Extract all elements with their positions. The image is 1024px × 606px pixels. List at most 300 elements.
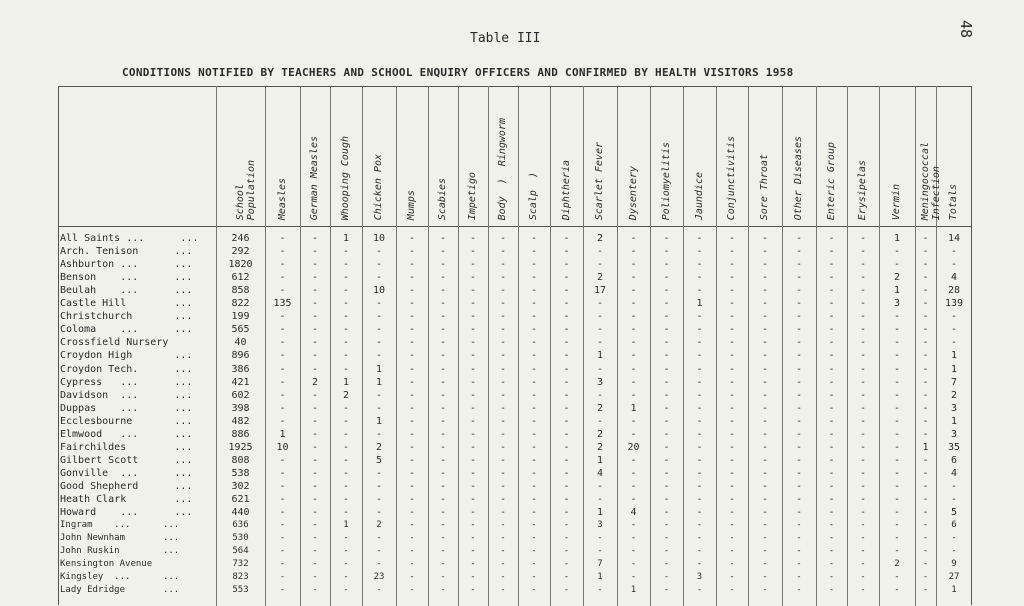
table-cell: - — [663, 363, 670, 375]
table-cell: - — [859, 246, 867, 258]
table-cell: - — [376, 559, 382, 570]
table-cell: - — [439, 376, 447, 388]
table-cell: - — [922, 298, 929, 310]
table-cell: - — [696, 272, 703, 284]
table-cell: 2 — [950, 389, 958, 401]
table-cell: - — [312, 585, 318, 596]
table-cell: - — [922, 559, 929, 570]
table-cell: - — [761, 246, 769, 258]
table-cell: - — [530, 480, 538, 492]
table-cell: - — [563, 233, 570, 244]
table-cell: - — [696, 259, 703, 271]
table-cell: - — [408, 259, 416, 271]
table-cell: - — [859, 337, 867, 349]
table-cell: - — [342, 246, 350, 258]
table-cell: - — [596, 389, 604, 401]
table-cell: - — [409, 559, 415, 570]
table-cell: 292 — [231, 246, 250, 258]
table-cell: - — [311, 507, 319, 519]
table-cell: - — [439, 259, 447, 271]
table-cell: - — [469, 454, 477, 466]
table-row — [58, 298, 972, 309]
table-cell: 440 — [231, 507, 250, 519]
table-cell: - — [630, 285, 637, 297]
table-cell: - — [729, 585, 735, 596]
school-name: Ingram ... ... — [60, 520, 180, 531]
table-cell: - — [893, 337, 901, 349]
table-cell: 1 — [597, 572, 603, 583]
school-name: Benson ... ... — [60, 272, 193, 284]
table-cell: - — [762, 520, 768, 531]
table-cell: - — [499, 480, 507, 492]
table-cell: - — [343, 585, 349, 596]
table-cell: - — [470, 533, 476, 544]
table-cell: - — [762, 546, 768, 557]
school-name: Davidson ... ... — [60, 389, 193, 401]
table-row — [58, 364, 972, 375]
table-cell: - — [439, 350, 447, 362]
table-cell: 17 — [593, 285, 607, 297]
table-cell: - — [828, 428, 835, 440]
table-cell: - — [828, 467, 835, 479]
table-cell: - — [563, 415, 570, 427]
table-cell: - — [499, 272, 507, 284]
table-cell: - — [761, 285, 769, 297]
table-cell: - — [761, 337, 769, 349]
table-cell: - — [408, 389, 416, 401]
table-cell: - — [762, 559, 768, 570]
column-header — [396, 86, 428, 226]
table-cell: - — [563, 520, 570, 531]
table-cell: 1 — [696, 298, 703, 310]
table-cell: - — [440, 533, 446, 544]
table-cell: - — [499, 285, 507, 297]
table-cell: - — [470, 546, 476, 557]
table-cell: - — [312, 572, 318, 583]
table-cell: - — [922, 337, 929, 349]
table-cell: - — [828, 324, 835, 336]
table-cell: - — [408, 454, 416, 466]
table-cell: - — [663, 285, 670, 297]
table-cell: - — [439, 441, 447, 453]
school-name: Cypress ... ... — [60, 376, 193, 388]
table-cell: - — [828, 285, 835, 297]
table-cell: 246 — [231, 233, 250, 244]
table-row — [58, 585, 972, 596]
table-cell: - — [893, 467, 901, 479]
table-row — [58, 481, 972, 492]
table-cell: - — [795, 259, 803, 271]
table-cell: - — [696, 389, 703, 401]
table-cell: 6 — [951, 520, 957, 531]
table-cell: 1 — [375, 363, 383, 375]
table-cell: - — [469, 507, 477, 519]
table-cell: - — [470, 572, 476, 583]
table-cell: - — [663, 441, 670, 453]
table-cell: - — [795, 233, 803, 244]
school-name: Elmwood ... ... — [60, 428, 193, 440]
table-cell: - — [408, 285, 416, 297]
table-cell: - — [761, 311, 769, 323]
table-cell: 1 — [342, 233, 350, 244]
table-cell: - — [859, 494, 867, 505]
table-cell: - — [311, 467, 319, 479]
table-cell: - — [696, 441, 703, 453]
table-cell: - — [922, 415, 929, 427]
table-cell: - — [596, 246, 604, 258]
table-cell: - — [859, 441, 867, 453]
table-cell: 636 — [232, 520, 249, 531]
table-cell: - — [922, 533, 929, 544]
table-cell: - — [922, 507, 929, 519]
table-cell: - — [696, 520, 703, 531]
column-header — [362, 86, 396, 226]
table-cell: - — [795, 480, 803, 492]
table-cell: - — [696, 507, 703, 519]
column-header — [550, 86, 583, 226]
table-cell: - — [696, 350, 703, 362]
table-cell: - — [859, 507, 867, 519]
table-cell: - — [342, 454, 350, 466]
table-cell: - — [439, 494, 447, 505]
table-cell: - — [342, 480, 350, 492]
table-cell: - — [922, 467, 929, 479]
table-cell: - — [696, 415, 703, 427]
table-cell: - — [728, 376, 736, 388]
table-cell: 1 — [596, 454, 604, 466]
table-cell: - — [761, 233, 769, 244]
table-row — [58, 494, 972, 505]
table-cell: - — [563, 533, 570, 544]
table-cell: - — [795, 324, 803, 336]
table-cell: - — [311, 298, 319, 310]
table-cell: - — [563, 285, 570, 297]
table-cell: - — [761, 376, 769, 388]
table-cell: - — [828, 480, 835, 492]
table-cell: - — [828, 246, 835, 258]
school-name: John Ruskin ... — [60, 546, 180, 557]
table-cell: - — [859, 376, 867, 388]
table-cell: - — [762, 572, 768, 583]
table-cell: - — [893, 402, 901, 414]
column-header — [847, 86, 879, 226]
table-heading: CONDITIONS NOTIFIED BY TEACHERS AND SCHOOL ENQUIRY OFFICERS AND CONFIRMED BY HEALTH VISITORS 1958 — [122, 66, 794, 79]
table-cell: - — [795, 467, 803, 479]
table-cell: - — [375, 480, 383, 492]
table-cell: - — [696, 376, 703, 388]
table-cell: - — [922, 285, 929, 297]
table-cell: - — [828, 533, 835, 544]
table-cell: - — [696, 363, 703, 375]
column-header — [518, 86, 550, 226]
table-cell: - — [530, 415, 538, 427]
table-cell: - — [499, 246, 507, 258]
table-cell: - — [279, 454, 286, 466]
table-cell: - — [597, 533, 603, 544]
table-cell: - — [279, 494, 286, 505]
table-cell: - — [408, 246, 416, 258]
column-header-label: Poliomyelitis — [660, 141, 672, 220]
table-cell: 4 — [950, 467, 958, 479]
table-cell: 1 — [950, 350, 958, 362]
table-cell: - — [922, 324, 929, 336]
table-cell: 3 — [596, 376, 604, 388]
table-cell: - — [795, 350, 803, 362]
table-cell: 5 — [950, 507, 958, 519]
table-cell: - — [630, 350, 637, 362]
table-cell: - — [696, 285, 703, 297]
table-cell: - — [663, 454, 670, 466]
column-header-label: Mumps — [406, 189, 417, 220]
table-cell: - — [728, 494, 736, 505]
table-cell: - — [893, 363, 901, 375]
table-cell: - — [279, 467, 286, 479]
table-cell: - — [408, 467, 416, 479]
table-cell: 3 — [893, 298, 901, 310]
table-cell: - — [663, 507, 670, 519]
table-cell: - — [796, 533, 802, 544]
table-cell: - — [894, 572, 900, 583]
table-cell: - — [828, 585, 835, 596]
table-cell: 135 — [273, 298, 292, 310]
table-cell: - — [530, 376, 538, 388]
school-name: Croydon High ... — [60, 350, 193, 362]
table-cell: - — [342, 272, 350, 284]
table-cell: - — [469, 467, 477, 479]
table-cell: 7 — [950, 376, 958, 388]
column-header-label: Diphtheria — [560, 159, 572, 220]
table-cell: 1 — [630, 585, 637, 596]
table-cell: - — [728, 467, 736, 479]
table-cell: - — [439, 298, 447, 310]
school-name: Castle Hill ... — [60, 298, 193, 310]
column-header — [300, 86, 330, 226]
table-cell: - — [408, 415, 416, 427]
column-header — [748, 86, 782, 226]
table-cell: - — [728, 246, 736, 258]
table-cell: - — [375, 467, 383, 479]
table-cell: - — [828, 311, 835, 323]
table-cell: - — [311, 454, 319, 466]
table-cell: - — [630, 298, 637, 310]
table-cell: - — [663, 415, 670, 427]
table-cell: - — [729, 533, 735, 544]
table-cell: - — [893, 376, 901, 388]
column-header-label: Other Diseases — [793, 135, 804, 220]
table-cell: - — [408, 402, 416, 414]
table-cell: - — [531, 585, 537, 596]
table-cell: - — [499, 350, 507, 362]
table-cell: - — [729, 546, 735, 557]
table-cell: - — [630, 467, 637, 479]
table-cell: - — [696, 324, 703, 336]
table-cell: 1 — [893, 233, 901, 244]
table-cell: - — [469, 311, 477, 323]
table-cell: - — [922, 233, 929, 244]
table-cell: - — [563, 480, 570, 492]
table-cell: - — [563, 559, 570, 570]
table-cell: - — [563, 585, 570, 596]
table-cell: - — [408, 376, 416, 388]
table-cell: - — [761, 415, 769, 427]
table-cell: - — [342, 467, 350, 479]
table-cell: - — [630, 259, 637, 271]
table-cell: 2 — [596, 272, 604, 284]
table-row — [58, 559, 972, 570]
table-cell: - — [859, 233, 867, 244]
table-cell: - — [761, 467, 769, 479]
table-cell: - — [728, 441, 736, 453]
table-cell: - — [530, 233, 538, 244]
table-cell: - — [469, 246, 477, 258]
table-cell: - — [375, 246, 383, 258]
table-cell: - — [439, 454, 447, 466]
table-cell: - — [859, 350, 867, 362]
table-cell: - — [469, 376, 477, 388]
table-cell: - — [408, 311, 416, 323]
table-cell: - — [630, 494, 637, 505]
table-cell: - — [894, 585, 900, 596]
table-cell: - — [761, 272, 769, 284]
table-cell: - — [630, 454, 637, 466]
table-cell: - — [530, 454, 538, 466]
table-cell: - — [469, 233, 477, 244]
table-cell: - — [630, 311, 637, 323]
table-cell: - — [409, 585, 415, 596]
table-cell: - — [375, 494, 383, 505]
table-cell: 1 — [375, 376, 383, 388]
table-cell: - — [342, 415, 350, 427]
table-cell: - — [663, 376, 670, 388]
table-cell: - — [530, 467, 538, 479]
table-cell: - — [828, 415, 835, 427]
table-cell: - — [663, 337, 670, 349]
table-row — [58, 416, 972, 427]
column-header-label: School Population — [234, 159, 257, 220]
table-cell: - — [922, 376, 929, 388]
table-cell: - — [630, 572, 637, 583]
table-cell: - — [728, 389, 736, 401]
table-cell: - — [630, 389, 637, 401]
table-cell: - — [279, 533, 286, 544]
table-cell: - — [761, 259, 769, 271]
table-cell: - — [499, 402, 507, 414]
table-cell: 10 — [276, 441, 289, 453]
table-cell: 27 — [948, 572, 960, 583]
column-header — [879, 86, 915, 226]
table-cell: - — [893, 259, 901, 271]
table-cell: - — [531, 533, 537, 544]
table-cell: - — [469, 415, 477, 427]
table-cell: - — [408, 507, 416, 519]
table-cell: 35 — [947, 441, 961, 453]
table-cell: - — [922, 259, 929, 271]
table-cell: - — [761, 507, 769, 519]
table-cell: - — [469, 480, 477, 492]
table-cell: - — [728, 337, 736, 349]
table-cell: - — [795, 337, 803, 349]
table-cell: - — [279, 376, 286, 388]
table-cell: - — [761, 454, 769, 466]
table-cell: - — [279, 311, 286, 323]
table-cell: - — [894, 520, 900, 531]
column-header-label: Scalp ) — [528, 171, 539, 220]
table-cell: - — [439, 389, 447, 401]
column-header-label: Erysipelas — [857, 159, 868, 220]
column-header — [936, 86, 972, 226]
table-cell: - — [342, 402, 350, 414]
table-cell: 1 — [951, 585, 957, 596]
table-cell: - — [531, 572, 537, 583]
table-cell: 40 — [234, 337, 247, 349]
table-cell: - — [409, 546, 415, 557]
table-cell: - — [729, 559, 735, 570]
table-cell: 1 — [343, 520, 349, 531]
table-cell: 1 — [596, 350, 604, 362]
header-divider — [58, 226, 972, 227]
table-cell: - — [828, 441, 835, 453]
table-cell: - — [342, 337, 350, 349]
column-header — [458, 86, 488, 226]
table-cell: - — [859, 324, 867, 336]
table-cell: - — [530, 324, 538, 336]
table-cell: - — [279, 559, 286, 570]
school-name: Howard ... ... — [60, 507, 193, 519]
table-cell: - — [663, 467, 670, 479]
table-cell: - — [761, 441, 769, 453]
table-cell: - — [696, 311, 703, 323]
table-cell: - — [470, 520, 476, 531]
table-cell: - — [409, 533, 415, 544]
table-cell: - — [439, 324, 447, 336]
table-cell: 139 — [944, 298, 964, 310]
table-cell: - — [828, 363, 835, 375]
table-cell: - — [563, 298, 570, 310]
column-header-label: Sore Throat — [759, 153, 770, 220]
table-cell: - — [469, 259, 477, 271]
table-cell: - — [696, 546, 703, 557]
table-cell: - — [696, 233, 703, 244]
table-cell: - — [828, 454, 835, 466]
table-cell: - — [761, 298, 769, 310]
table-cell: 564 — [232, 546, 249, 557]
table-cell: - — [499, 311, 507, 323]
table-cell: - — [499, 363, 507, 375]
table-cell: - — [663, 533, 670, 544]
table-cell: - — [796, 559, 802, 570]
table-cell: 1 — [279, 428, 286, 440]
table-cell: - — [439, 467, 447, 479]
table-cell: 732 — [232, 559, 249, 570]
table-cell: - — [922, 572, 929, 583]
table-cell: - — [469, 350, 477, 362]
table-cell: - — [563, 507, 570, 519]
table-cell: 10 — [372, 233, 386, 244]
table-cell: 1 — [375, 415, 383, 427]
table-cell: - — [795, 454, 803, 466]
table-cell: - — [859, 272, 867, 284]
table-cell: - — [859, 467, 867, 479]
table-cell: - — [696, 467, 703, 479]
table-cell: - — [795, 415, 803, 427]
table-cell: - — [893, 494, 901, 505]
table-cell: - — [663, 233, 670, 244]
table-label: Table III — [470, 31, 541, 46]
table-cell: 538 — [231, 467, 250, 479]
school-name: Good Shepherd ... — [60, 480, 193, 492]
table-cell: - — [440, 585, 446, 596]
table-cell: - — [893, 507, 901, 519]
